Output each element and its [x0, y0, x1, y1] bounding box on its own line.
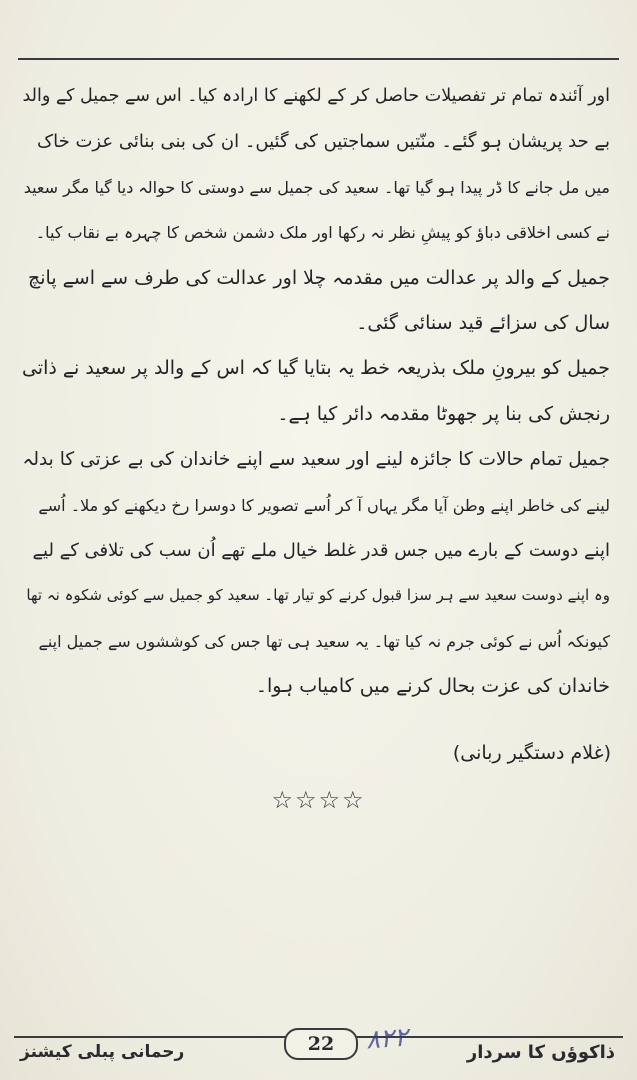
section-separator-stars: ☆☆☆☆ — [271, 786, 366, 814]
text-line: خاندان کی عزت بحال کرنے میں کامیاب ہوا۔ — [255, 675, 610, 698]
paragraph-1 — [22, 74, 610, 346]
publisher-name: رحمانی پبلی کیشنز — [20, 1042, 185, 1062]
text-line: اپنے دوست کے بارے میں جس قدر غلط خیال ملے تھے اُن سب کی تلافی کے لیے — [32, 539, 610, 561]
text-line: جمیل تمام حالات کا جائزہ لینے اور سعید سے اپنے خاندان کی بے عزتی کا بدلہ — [22, 449, 610, 471]
paragraph-2 — [22, 346, 610, 437]
text-line: کیونکہ اُس نے کوئی جرم نہ کیا تھا۔ یہ سعید ہی تھا جس کی کوششوں سے جمیل اپنے — [38, 631, 610, 651]
handwritten-note: ۸۲۲ — [365, 1022, 409, 1056]
story-body — [22, 74, 610, 709]
paragraph-3 — [22, 437, 610, 709]
text-line: جمیل کے والد پر عدالت میں مقدمہ چلا اور عدالت کی طرف سے اسے پانچ — [28, 266, 610, 289]
text-line: نے کسی اخلاقی دباؤ کو پیشِ نظر نہ رکھا اور ملک دشمن شخص کا چہرہ بے نقاب کیا۔ — [35, 223, 610, 243]
text-line: میں مل جانے کا ڈر پیدا ہو گیا تھا۔ سعید کی جمیل سے دوستی کا حوالہ دیا گیا مگر سعید — [23, 177, 610, 197]
text-line: لینے کی خاطر اپنے وطن آیا مگر یہاں آ کر اُسے تصویر کا دوسرا رخ دیکھنے کو ملا۔ اُسے — [38, 495, 610, 515]
page-number: 22 — [284, 1028, 358, 1060]
text-line: سال کی سزائے قید سنائی گئی۔ — [356, 311, 610, 334]
text-line: اور آئندہ تمام تر تفصیلات حاصل کر کے لکھنے کا ارادہ کیا۔ اس سے جمیل کے والد — [22, 86, 610, 106]
text-line: بے حد پریشان ہو گئے۔ منّتیں سماجتیں کی گئیں۔ ان کی بنی بنائی عزت خاک — [37, 131, 610, 153]
text-line: رنجش کی بنا پر جھوٹا مقدمہ دائر کیا ہے۔ — [277, 402, 610, 425]
author-credit: (غلام دستگیر ربانی) — [452, 742, 611, 764]
text-line: جمیل کو بیرونِ ملک بذریعہ خط یہ بتایا گیا کہ اس کے والد پر سعید نے ذاتی — [22, 357, 610, 380]
top-rule — [18, 58, 619, 60]
text-line: وہ اپنے دوست سعید سے ہر سزا قبول کرنے کو تیار تھا۔ سعید کو جمیل سے کوئی شکوہ نہ تھا — [26, 586, 610, 605]
book-title: ذاکوؤں کا سردار — [466, 1042, 615, 1063]
